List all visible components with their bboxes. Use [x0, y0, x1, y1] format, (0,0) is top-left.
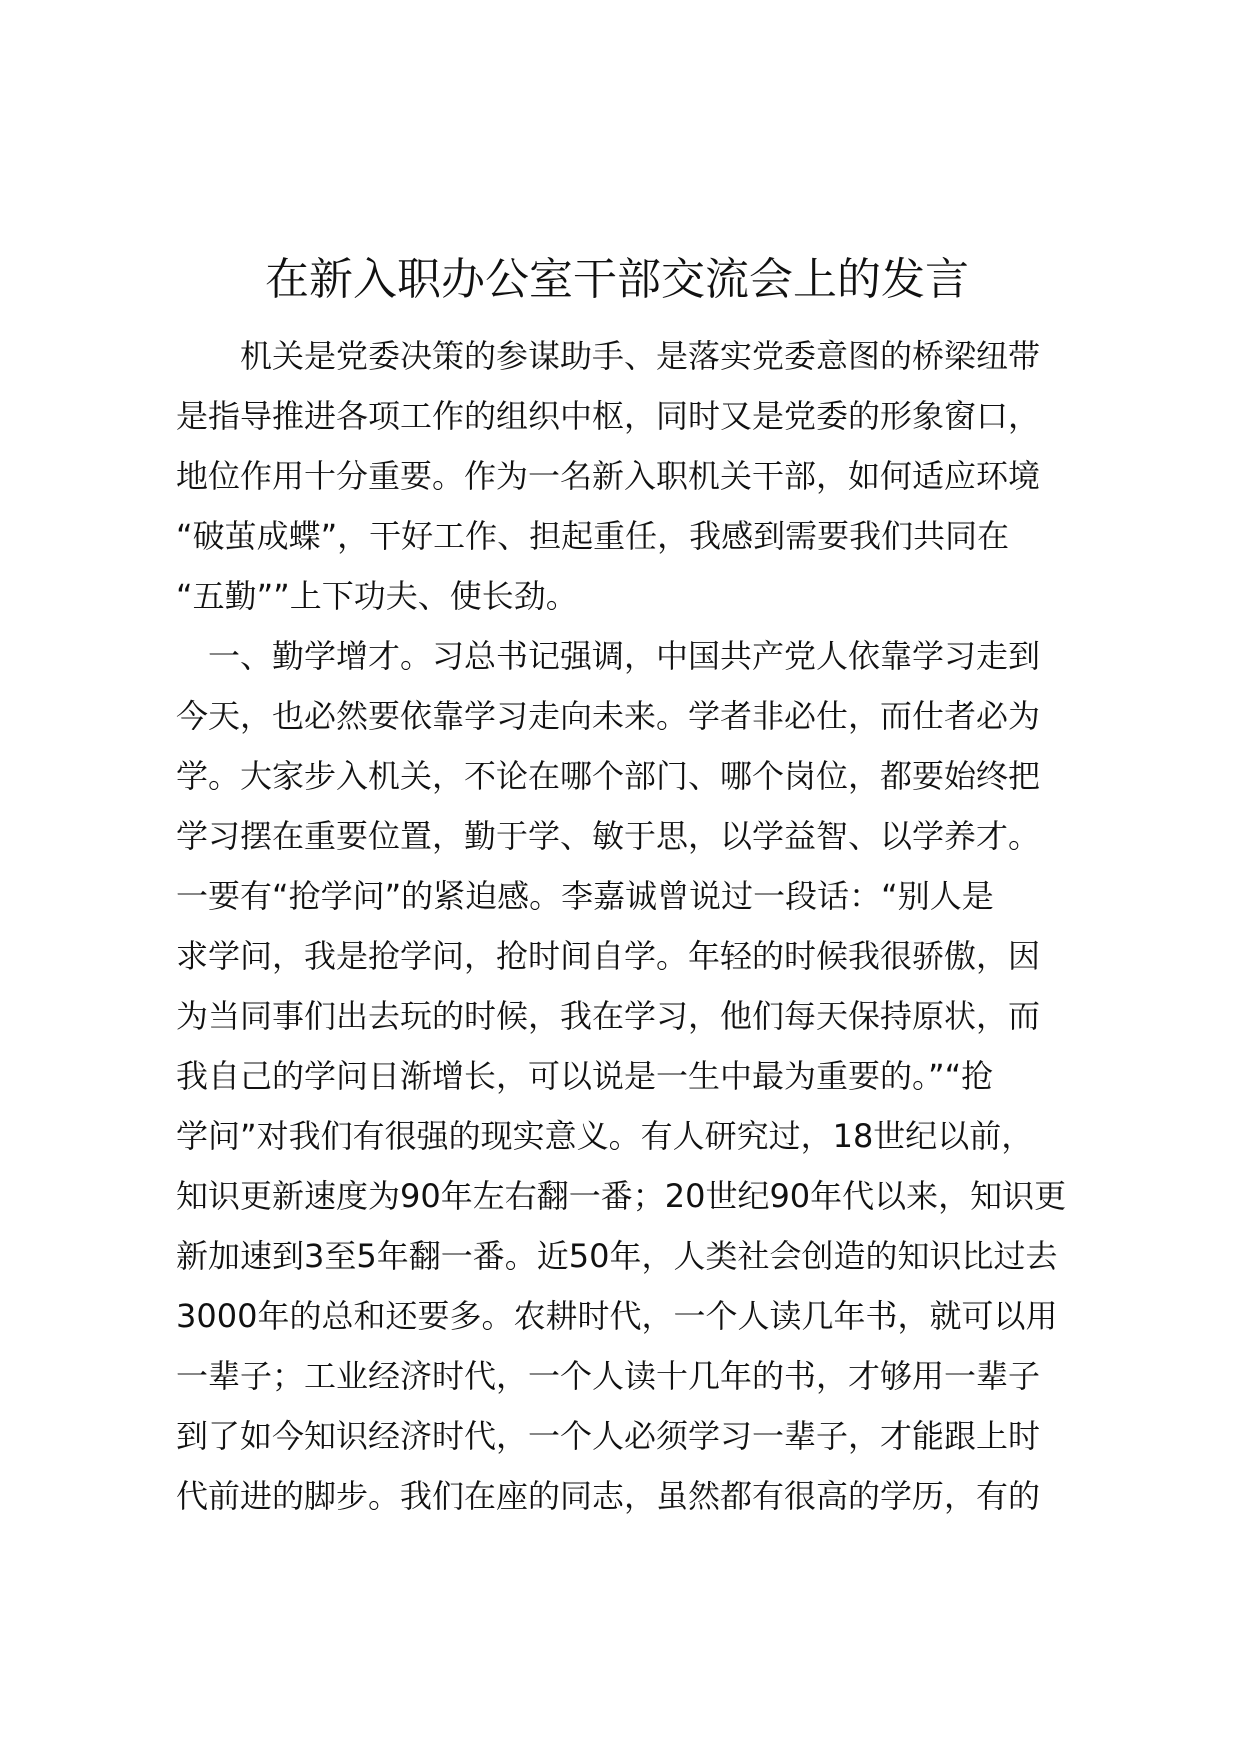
- text-line: 知识更新速度为90年左右翻一番；20世纪90年代以来，知识更: [176, 1177, 1067, 1215]
- text-line: 一、勤学增才。习总书记强调，中国共产党人依靠学习走到: [176, 637, 1041, 675]
- text-line: 为当同事们出去玩的时候，我在学习，他们每天保持原状，而: [176, 997, 1041, 1035]
- text-line: 一要有“抢学问”的紧迫感。李嘉诚曾说过一段话：“别人是: [176, 877, 994, 915]
- text-line: 代前进的脚步。我们在座的同志，虽然都有很高的学历，有的: [176, 1477, 1041, 1515]
- text-line: “五勤””上下功夫、使长劲。: [176, 577, 578, 615]
- text-line: 新加速到3至5年翻一番。近50年，人类社会创造的知识比过去: [176, 1237, 1058, 1275]
- text-line: 机关是党委决策的参谋助手、是落实党委意图的桥梁纽带: [176, 337, 1041, 375]
- text-line: 是指导推进各项工作的组织中枢，同时又是党委的形象窗口，: [176, 397, 1041, 435]
- text-line: 今天，也必然要依靠学习走向未来。学者非必仕，而仕者必为: [176, 697, 1041, 735]
- text-line: 一辈子；工业经济时代，一个人读十几年的书，才够用一辈子: [176, 1357, 1041, 1395]
- text-line: 学。大家步入机关，不论在哪个部门、哪个岗位，都要始终把: [176, 757, 1041, 795]
- document-body: [176, 326, 1116, 1526]
- document-title: 在新入职办公室干部交流会上的发言: [265, 254, 969, 305]
- text-line: 学问”对我们有很强的现实意义。有人研究过，18世纪以前，: [176, 1117, 1034, 1155]
- text-line: 求学问，我是抢学问，抢时间自学。年轻的时候我很骄傲，因: [176, 937, 1041, 975]
- text-line: “破茧成蝶”，干好工作、担起重任，我感到需要我们共同在: [176, 517, 1010, 555]
- text-line: 3000年的总和还要多。农耕时代，一个人读几年书，就可以用: [176, 1297, 1058, 1335]
- text-line: 地位作用十分重要。作为一名新入职机关干部，如何适应环境: [176, 457, 1041, 495]
- text-line: 到了如今知识经济时代，一个人必须学习一辈子，才能跟上时: [176, 1417, 1041, 1455]
- text-line: 学习摆在重要位置，勤于学、敏于思，以学益智、以学养才。: [176, 817, 1041, 855]
- text-line: 我自己的学问日渐增长，可以说是一生中最为重要的。”“抢: [176, 1057, 994, 1095]
